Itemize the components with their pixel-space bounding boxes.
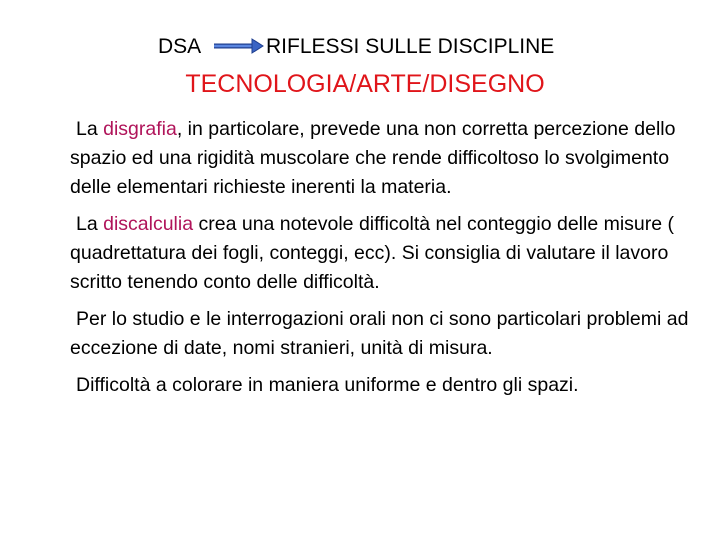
page-title: TECNOLOGIA/ARTE/DISEGNO	[185, 70, 545, 98]
paragraph-colorare	[70, 371, 690, 400]
content-body	[70, 115, 690, 408]
paragraph-text: Difficoltà a colorare in maniera uniforme e dentro gli spazi.	[76, 374, 579, 396]
header-line	[0, 33, 720, 63]
paragraph-studio	[70, 305, 690, 363]
right-arrow-icon	[212, 36, 264, 56]
header-prefix: DSA	[158, 35, 202, 58]
paragraph-disgrafia	[70, 115, 690, 202]
highlight-discalculia: discalculia	[103, 213, 194, 235]
paragraph-post: crea una notevole difficoltà nel conteggio delle misure ( quadrettatura dei fogli, conteggi, ecc). Si consiglia di valutare il lavoro scritto tenendo conto delle difficoltà.	[70, 213, 675, 293]
highlight-disgrafia: disgrafia	[103, 118, 177, 140]
paragraph-post: , in particolare, prevede una non corretta percezione dello spazio ed una rigidità muscolare che rende difficoltoso lo svolgimento delle elementari richieste inerenti la materia.	[70, 118, 676, 198]
paragraph-pre: La	[76, 213, 104, 235]
page-title-wrap	[0, 70, 720, 99]
header-subtitle: RIFLESSI SULLE DISCIPLINE	[266, 35, 555, 58]
paragraph-text: Per lo studio e le interrogazioni orali non ci sono particolari problemi ad eccezione di date, nomi stranieri, unità di misura.	[70, 308, 689, 359]
paragraph-discalculia	[70, 210, 690, 297]
paragraph-pre: La	[76, 118, 104, 140]
